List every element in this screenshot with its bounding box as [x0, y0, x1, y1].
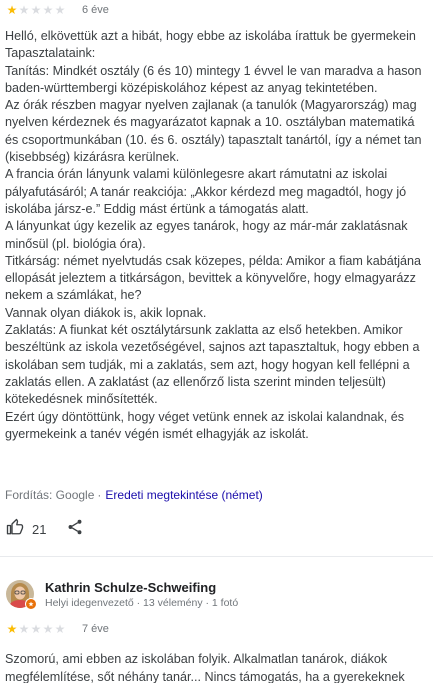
review-text-line: minősül (pl. biológia óra).: [5, 236, 146, 251]
review-text-line: (kisebbség) kizárásra kerülnek.: [5, 150, 180, 165]
review-1-age: 6 éve: [82, 4, 109, 16]
review-2-text: [5, 650, 433, 683]
translation-label: Fordítás: Google: [5, 488, 95, 502]
review-2-stars: [6, 623, 66, 635]
star-empty-icon: ★: [18, 622, 30, 636]
review-text-line: Vannak olyan diákok is, akik lopnak.: [5, 305, 207, 320]
reviewer-name[interactable]: Kathrin Schulze-Schweifing: [45, 580, 217, 595]
review-text-line: iskolában sem tudják, mi a zaklatás, sem azt, hogy hogyan kell fellépni a: [5, 357, 410, 372]
star-empty-icon: ★: [54, 3, 66, 17]
review-text-line: Tanítás: Mindkét osztály (6 és 10) mintegy 1 évvel le van maradva a hason: [5, 63, 422, 78]
star-empty-icon: ★: [18, 3, 30, 17]
review-2-header: [6, 580, 238, 609]
review-text-line: Helló, elkövettük azt a hibát, hogy ebbe az iskolába írattuk be gyermekein: [5, 29, 416, 43]
translation-separator: ·: [97, 488, 102, 502]
reviewer-meta: Helyi idegenvezető · 13 vélemény · 1 fotó: [45, 597, 239, 609]
star-empty-icon: ★: [30, 3, 42, 17]
view-original-link[interactable]: Eredeti megtekintése (német): [105, 488, 263, 502]
review-text-line: Zaklatás: A fiunkat két osztálytársunk zaklatta az első hetekben. Amikor: [5, 323, 403, 338]
review-text-line: ellopását jeleztem a titkárságon, bevittek a könyvelőre, hogy elmagyarázz: [5, 271, 416, 286]
review-text-line: iskolába jársz-e.” Eddig mást értünk a támogatás alatt.: [5, 201, 309, 216]
thumbs-up-icon: [6, 518, 24, 541]
translation-note: [5, 488, 263, 502]
star-filled-icon: ★: [6, 3, 18, 17]
reviewer-info: [45, 580, 238, 609]
star-empty-icon: ★: [54, 622, 66, 636]
review-text-line: nyelven kérdeznek és magyarázatot kapnak a 10. osztályban matematiká: [5, 115, 415, 130]
review-text-line: Szomorú, ami ebben az iskolában folyik. Alkalmatlan tanárok, diákok: [5, 652, 388, 666]
star-empty-icon: ★: [30, 622, 42, 636]
like-button[interactable]: [6, 518, 46, 541]
review-text-line: Tapasztalataink:: [5, 46, 96, 61]
review-2-age: 7 éve: [82, 623, 109, 635]
share-icon: [66, 518, 84, 541]
review-text-line: pályafutásáról; A tanár reakciója: „Akkor kérdezd meg magadtól, hogy jó: [5, 184, 407, 199]
star-empty-icon: ★: [42, 622, 54, 636]
review-text-line: és csoportmunkában (10. és 6. osztály) tapasztalt tanártól, így a német tan: [5, 132, 422, 147]
review-text-line: baden-württembergi középiskolához képest az anyag tekintetében.: [5, 80, 378, 95]
review-1-stars: [6, 4, 66, 16]
review-1-rating-row: [6, 4, 109, 16]
review-text-line: A lányunkat úgy kezelik az egyes tanárok, hogy az már-már zaklatásnak: [5, 219, 408, 234]
review-text-line: A francia órán lányunk valami különlegesre akart rámutatni az iskolai: [5, 167, 388, 182]
review-text-line: megfélemlítése, sőt néhány tanár... Nincs támogatás, ha a gyerekeknek: [5, 670, 405, 683]
like-count: 21: [32, 522, 47, 537]
review-text-line: nekem a számlákat, he?: [5, 288, 142, 303]
review-1-actions: [6, 518, 84, 541]
review-text-line: Titkárság: német nyelvtudás csak közepes, példa: Amikor a fiam kabátjána: [5, 253, 422, 268]
avatar[interactable]: [6, 580, 34, 608]
star-filled-icon: ★: [6, 622, 18, 636]
review-text-line: zaklatás ellen. A zaklatást (az ellenőrző lista szerint minden teljesült): [5, 374, 386, 389]
review-text-line: Ezért úgy döntöttünk, hogy véget vetünk ennek az iskolai kalandnak, és: [5, 409, 405, 424]
review-text-line: gyermekeink a tanév végén ismét elhagyják az iskolát.: [5, 426, 309, 441]
share-button[interactable]: [66, 518, 84, 541]
review-text-line: beszéltünk az iskola vezetőségével, sajnos azt tapasztaltuk, hogy ebben a: [5, 340, 420, 355]
review-text-line: kötekedésnek minősítették.: [5, 392, 158, 407]
review-1-text: [5, 28, 433, 443]
star-empty-icon: ★: [42, 3, 54, 17]
review-text-line: Az órák részben magyar nyelven zajlanak (a tanulók (Magyarország) mag: [5, 98, 417, 113]
review-2-rating-row: [6, 623, 109, 635]
local-guide-badge-icon: [25, 598, 37, 610]
review-divider: [0, 556, 433, 557]
